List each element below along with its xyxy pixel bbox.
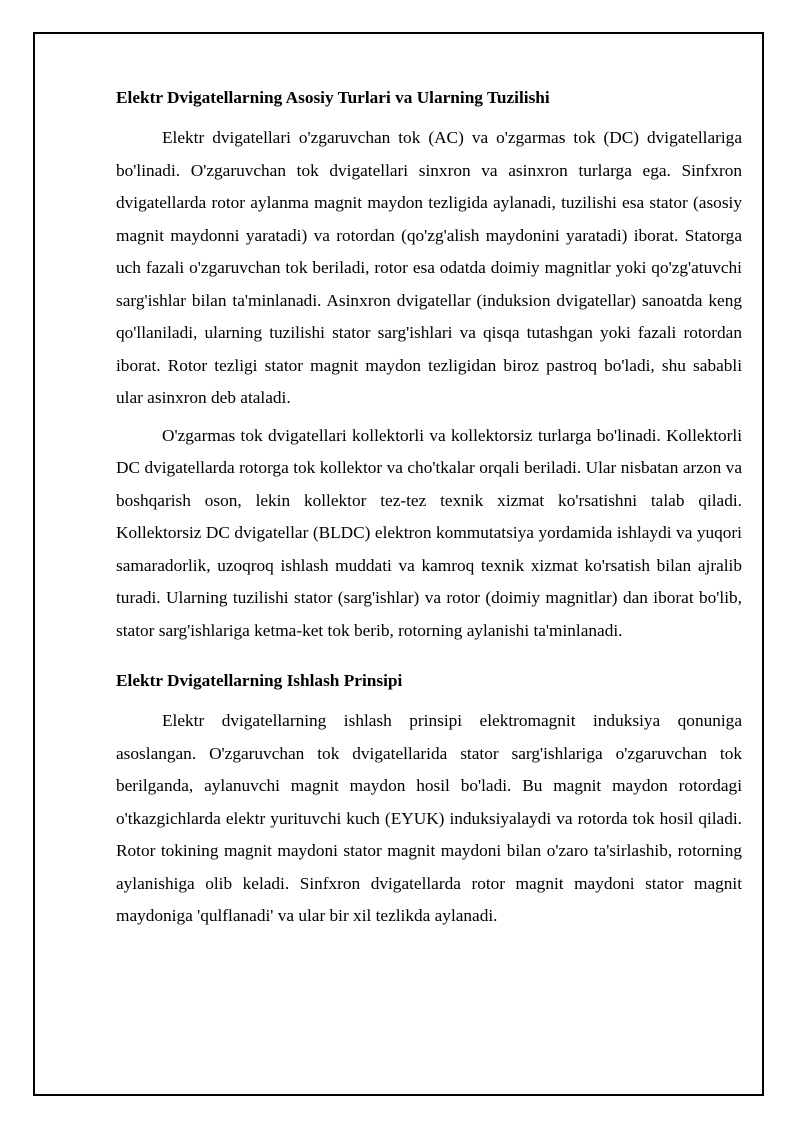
- section-heading-types: Elektr Dvigatellarning Asosiy Turlari va Ularning Tuzilishi: [116, 88, 550, 107]
- section-heading-principle: Elektr Dvigatellarning Ishlash Prinsipi: [116, 671, 403, 690]
- paragraph-working-principle: Elektr dvigatellarning ishlash prinsipi elektromagnit induksiya qonuniga asoslangan. O'zgaruvchan tok dvigatellarida stator sarg'ishlariga o'zgaruvchan tok berilganda, aylanuvchi magnit maydon hosil bo'ladi. Bu magnit maydon rotordagi o'tkazgichlarda elektr yurituvchi kuch (EYUK) induksiyalaydi va rotorda tok hosil qiladi. Rotor tokining magnit maydoni stator magnit maydoni bilan o'zaro ta'sirlashib, rotorning aylanishiga olib keladi. Sinfxron dvigatellarda rotor magnit maydoni stator magnit maydoniga 'qulflanadi' va ular bir xil tezlikda aylanadi.: [116, 711, 742, 925]
- paragraph-dc-motors: O'zgarmas tok dvigatellari kollektorli va kollektorsiz turlarga bo'linadi. Kollektorli DC dvigatellarda rotorga tok kollektor va cho'tkalar orqali beriladi. Ular nisbatan arzon va boshqarish oson, lekin kollektor tez-tez texnik xizmat ko'rsatishni talab qiladi. Kollektorsiz DC dvigatellar (BLDC) elektron kommutatsiya yordamida ishlaydi va yuqori samaradorlik, uzoqroq ishlash muddati va kamroq texnik xizmat ko'rsatish bilan ajralib turadi. Ularning tuzilishi stator (sarg'ishlar) va rotor (doimiy magnitlar) dan iborat bo'lib, stator sarg'ishlariga ketma-ket tok berib, rotorning aylanishi ta'minlanadi.: [116, 425, 742, 640]
- paragraph-ac-motors: Elektr dvigatellari o'zgaruvchan tok (AC) va o'zgarmas tok (DC) dvigatellariga bo'linadi. O'zgaruvchan tok dvigatellari sinxron va asinxron turlarga ega. Sinfxron dvigatellarda rotor aylanma magnit maydon tezligida aylanadi, tuzilishi esa stator (asosiy magnit maydonni yaratadi) va rotordan (qo'zg'alish maydonini yaratadi) iborat. Statorga uch fazali o'zgaruvchan tok beriladi, rotor esa odatda doimiy magnitlar yoki qo'zg'atuvchi sarg'ishlar bilan ta'minlanadi. Asinxron dvigatellar (induksion dvigatellar) sanoatda keng qo'llaniladi, ularning tuzilishi stator sarg'ishlari va qisqa tutashgan yoki fazali rotordan iborat. Rotor tezligi stator magnit maydon tezligidan biroz pastroq bo'ladi, shu sababli ular asinxron deb ataladi.: [116, 128, 742, 407]
- document-body: [116, 86, 742, 938]
